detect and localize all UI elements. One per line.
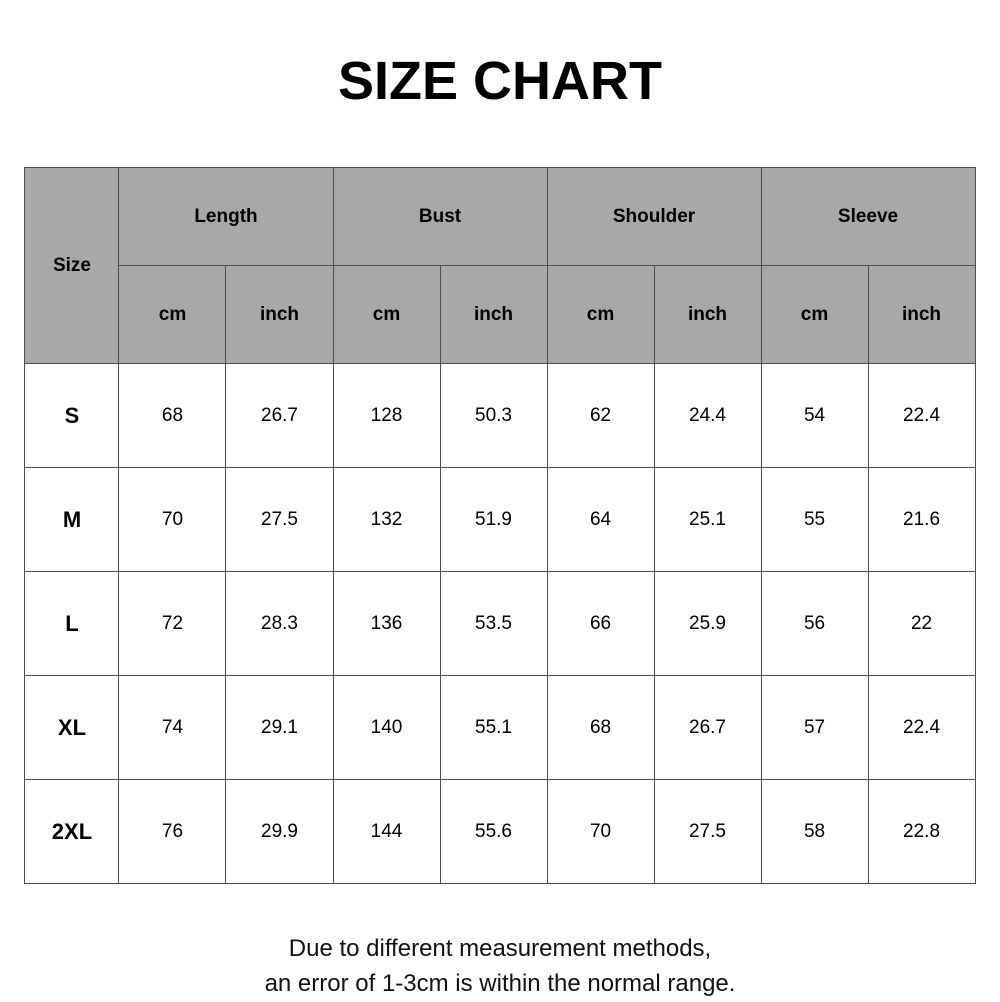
cell-value: 22.8 bbox=[868, 780, 975, 884]
cell-value: 22 bbox=[868, 572, 975, 676]
cell-value: 26.7 bbox=[226, 364, 333, 468]
row-size-label: 2XL bbox=[25, 780, 119, 884]
table-row bbox=[25, 364, 975, 468]
table-header-group-row bbox=[25, 168, 975, 266]
cell-value: 21.6 bbox=[868, 468, 975, 572]
row-size-label: S bbox=[25, 364, 119, 468]
header-unit-sleeve-inch: inch bbox=[868, 266, 975, 364]
cell-value: 25.1 bbox=[654, 468, 761, 572]
row-size-label: M bbox=[25, 468, 119, 572]
header-unit-bust-cm: cm bbox=[333, 266, 440, 364]
table-header bbox=[25, 168, 975, 364]
cell-value: 27.5 bbox=[654, 780, 761, 884]
table-row bbox=[25, 468, 975, 572]
cell-value: 54 bbox=[761, 364, 868, 468]
cell-value: 62 bbox=[547, 364, 654, 468]
cell-value: 27.5 bbox=[226, 468, 333, 572]
header-unit-shoulder-inch: inch bbox=[654, 266, 761, 364]
cell-value: 28.3 bbox=[226, 572, 333, 676]
header-size: Size bbox=[25, 168, 119, 364]
footnote bbox=[265, 932, 736, 1002]
cell-value: 56 bbox=[761, 572, 868, 676]
cell-value: 72 bbox=[119, 572, 226, 676]
header-group-bust: Bust bbox=[333, 168, 547, 266]
cell-value: 140 bbox=[333, 676, 440, 780]
table-row bbox=[25, 780, 975, 884]
header-group-shoulder: Shoulder bbox=[547, 168, 761, 266]
header-unit-sleeve-cm: cm bbox=[761, 266, 868, 364]
cell-value: 136 bbox=[333, 572, 440, 676]
size-chart-table-wrap bbox=[25, 167, 975, 884]
row-size-label: L bbox=[25, 572, 119, 676]
cell-value: 29.1 bbox=[226, 676, 333, 780]
table-row bbox=[25, 676, 975, 780]
header-unit-bust-inch: inch bbox=[440, 266, 547, 364]
cell-value: 29.9 bbox=[226, 780, 333, 884]
table-body bbox=[25, 364, 975, 884]
cell-value: 22.4 bbox=[868, 676, 975, 780]
footnote-line-2: an error of 1-3cm is within the normal range. bbox=[264, 970, 736, 998]
cell-value: 128 bbox=[333, 364, 440, 468]
cell-value: 22.4 bbox=[868, 364, 975, 468]
cell-value: 50.3 bbox=[440, 364, 547, 468]
cell-value: 57 bbox=[761, 676, 868, 780]
cell-value: 68 bbox=[547, 676, 654, 780]
header-group-sleeve: Sleeve bbox=[761, 168, 975, 266]
table-row bbox=[25, 572, 975, 676]
cell-value: 55 bbox=[761, 468, 868, 572]
cell-value: 55.1 bbox=[440, 676, 547, 780]
cell-value: 64 bbox=[547, 468, 654, 572]
cell-value: 53.5 bbox=[440, 572, 547, 676]
cell-value: 58 bbox=[761, 780, 868, 884]
cell-value: 68 bbox=[119, 364, 226, 468]
table-header-unit-row bbox=[25, 266, 975, 364]
size-chart-table bbox=[24, 167, 975, 884]
cell-value: 55.6 bbox=[440, 780, 547, 884]
cell-value: 66 bbox=[547, 572, 654, 676]
header-group-length: Length bbox=[119, 168, 333, 266]
cell-value: 74 bbox=[119, 676, 226, 780]
header-unit-length-inch: inch bbox=[226, 266, 333, 364]
cell-value: 70 bbox=[119, 468, 226, 572]
footnote-line-1: Due to different measurement methods, bbox=[288, 935, 712, 963]
header-unit-shoulder-cm: cm bbox=[547, 266, 654, 364]
header-unit-length-cm: cm bbox=[119, 266, 226, 364]
page-title: SIZE CHART bbox=[338, 51, 662, 111]
cell-value: 144 bbox=[333, 780, 440, 884]
cell-value: 70 bbox=[547, 780, 654, 884]
cell-value: 76 bbox=[119, 780, 226, 884]
cell-value: 24.4 bbox=[654, 364, 761, 468]
cell-value: 26.7 bbox=[654, 676, 761, 780]
cell-value: 25.9 bbox=[654, 572, 761, 676]
cell-value: 132 bbox=[333, 468, 440, 572]
cell-value: 51.9 bbox=[440, 468, 547, 572]
row-size-label: XL bbox=[25, 676, 119, 780]
